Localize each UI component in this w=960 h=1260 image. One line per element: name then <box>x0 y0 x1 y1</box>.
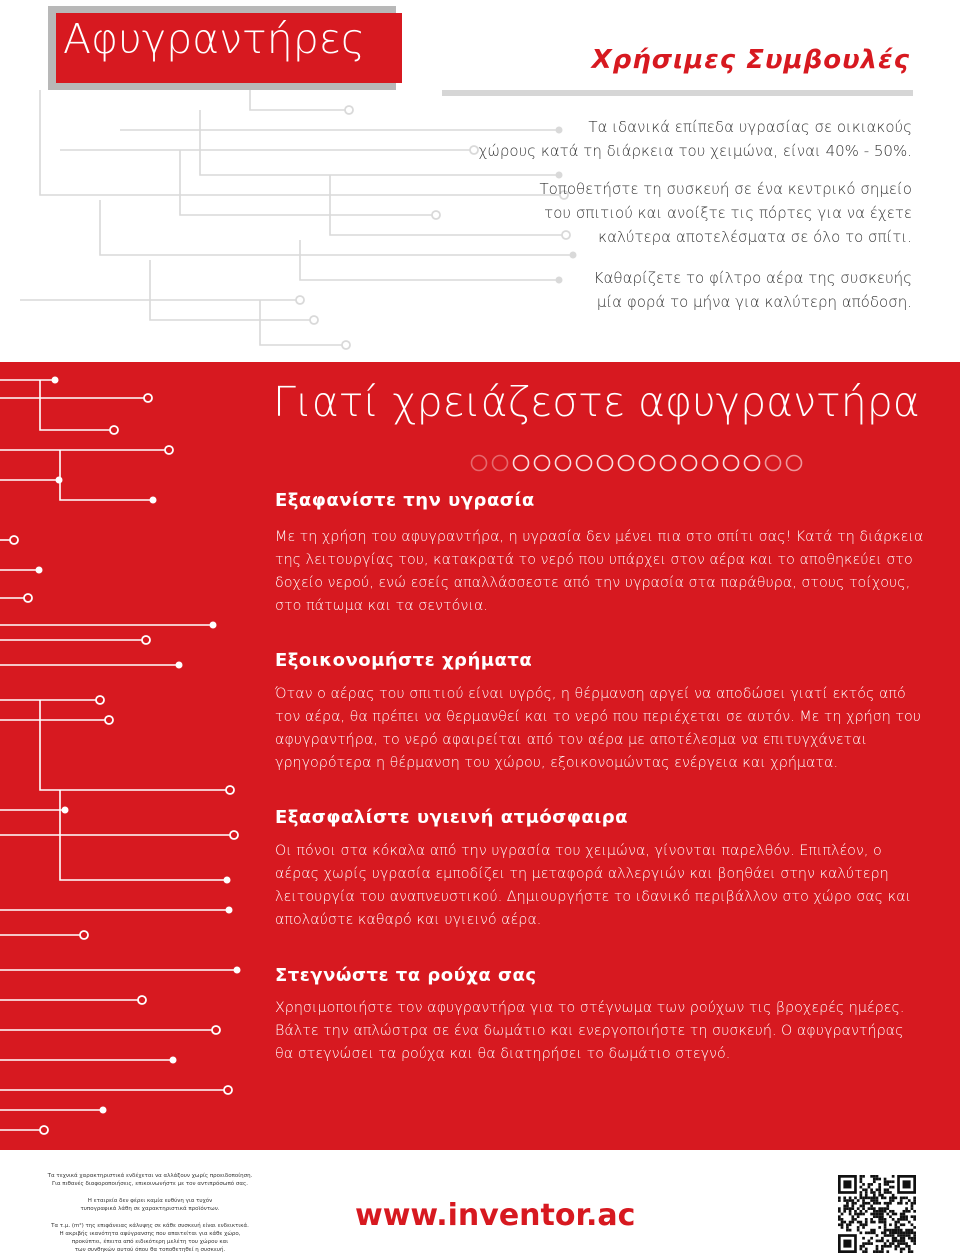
divider-circle <box>598 456 613 471</box>
circuit-trace <box>0 931 88 939</box>
divider-circle <box>535 456 550 471</box>
divider-circle <box>745 456 760 471</box>
circuit-trace <box>0 696 104 704</box>
note-line: προκύπτει, έπειτα από ειδικότερη μελέτη του χώρου και <box>71 1239 229 1245</box>
divider-circle <box>619 456 634 471</box>
note-line: Τα τ.μ. (m²) της επιφάνειας κάλυψης σε κάθε συσκευή είναι ενδεικτικά. <box>51 1223 249 1229</box>
circuit-trace <box>0 807 69 814</box>
page-title: Αφυγραντήρες <box>63 15 365 63</box>
section-text-humidity: Με τη χρήση του αφυγραντήρα, η υγρασία δεν μένει πια στο σπίτι σας! Κατά τη διάρκεια της λειτουργίας του, κατακρατά το νερό που υπάρχει στον αέρα και το αποθηκεύει στο δοχείο νερού, ενώ εσείς απαλλάσσεστε από την υγρασία στα παράθυρα, στους τοίχους, στο πάτωμα και τα σεντόνια. <box>275 529 924 614</box>
circuit-trace <box>0 662 183 669</box>
footer-note-coverage <box>30 1222 270 1254</box>
qr-code-icon[interactable] <box>838 1175 916 1253</box>
divider-circle <box>682 456 697 471</box>
note-line: Τα τεχνικά χαρακτηριστικά ενδέχεται να αλλάξουν χωρίς προειδοποίηση. <box>47 1173 253 1179</box>
circuit-trace <box>0 831 238 839</box>
divider-circle <box>787 456 802 471</box>
section-text-hygiene: Οι πόνοι στα κόκαλα από την υγρασία του χειμώνα, γίνονται παρελθόν. Επιπλέον, ο αέρας χωρίς υγρασία εμποδίζει τη μεταφορά αλλεργιών και βοηθάει στην καλύτερη λειτουργία του αναπνευστικού. Δημιουργήστε το ιδανικό περιβάλλον στο χώρο σας και απολαύστε καθαρό και υγιεινό αέρα. <box>275 843 912 928</box>
note-line: των συνθηκών αυτού όπου θα τοποθετηθεί η συσκευή. <box>74 1247 226 1253</box>
circuit-trace <box>0 394 152 402</box>
divider-circle <box>640 456 655 471</box>
circuit-trace <box>0 1107 107 1114</box>
circuit-trace <box>0 907 233 914</box>
tips-heading: Χρήσιμες Συμβουλές <box>591 45 910 75</box>
tip-line: Καθαρίζετε το φίλτρο αέρα της συσκευής <box>593 269 912 287</box>
section-title-humidity: Εξαφανίστε την υγρασία <box>275 490 535 511</box>
section-title-hygiene: Εξασφαλίστε υγιεινή ατμόσφαιρα <box>275 807 628 828</box>
circuit-trace <box>0 377 59 384</box>
circuit-trace <box>0 1086 232 1094</box>
divider-circle <box>766 456 781 471</box>
divider-circle <box>661 456 676 471</box>
circuit-trace <box>40 700 234 794</box>
section-title-savings: Εξοικονομήστε χρήματα <box>275 650 533 671</box>
divider-circle <box>514 456 529 471</box>
divider-circle <box>577 456 592 471</box>
circuit-trace <box>0 446 173 454</box>
note-line: Για πιθανές διαφοροποιήσεις, επικοινωνήστε με τον αντιπρόσωπό σας. <box>52 1181 248 1187</box>
tip-line: Τα ιδανικά επίπεδα υγρασίας σε οικιακούς <box>588 118 912 136</box>
circuit-trace <box>0 567 43 574</box>
tip-line: χώρους κατά τη διάρκεια του χειμώνα, είναι 40% - 50%. <box>478 142 912 160</box>
circuit-trace <box>0 536 18 544</box>
circuit-trace <box>0 622 217 629</box>
tip-line: Τοποθετήστε τη συσκευή σε ένα κεντρικό σημείο <box>539 180 912 198</box>
circuit-trace <box>0 996 146 1004</box>
divider-circle <box>493 456 508 471</box>
website-link[interactable]: www.inventor.ac <box>355 1198 636 1233</box>
section-text-savings: Όταν ο αέρας του σπιτιού είναι υγρός, η θέρμανση αργεί να αποδώσει γιατί εκτός από τον αέρα, θα πρέπει να θερμανθεί και το νερό που περιέχεται σε αυτόν. Με τη χρήση του αφυγραντήρα, το νερό αφαιρείται από τον αέρα με αποτέλεσμα να επιτυγχάνεται γρηγορότερα η θέρμανση του χώρου, εξοικονομώντας ενέργεια και χρήματα. <box>275 686 922 771</box>
note-line: Η ακριβής ικανότητα αφύγρανσης που απαιτείται για κάθε χώρο, <box>59 1231 241 1237</box>
circuit-trace <box>0 477 63 484</box>
why-title: Γιατί χρειάζεστε αφυγραντήρα <box>273 378 920 426</box>
circuit-trace <box>0 716 113 724</box>
note-line: Η εταιρεία δεν φέρει καμία ευθύνη για τυχόν <box>87 1198 213 1204</box>
circuit-trace <box>0 1126 48 1134</box>
section-text-laundry: Χρησιμοποιήστε τον αφυγραντήρα για το στέγνωμα των ρούχων τις βροχερές ημέρες. Βάλτε την απλώστρα σε ένα δωμάτιο και ενεργοποιήστε τη συσκευή. Ο αφυγραντήρας θα στεγνώσει τα ρούχα και θα διατηρήσει το δωμάτιο στεγνό. <box>275 1000 905 1062</box>
circuit-trace <box>0 967 241 974</box>
note-line: τυπογραφικά λάθη σε χαρακτηριστικά προϊόντων. <box>80 1206 220 1212</box>
circuit-trace <box>0 1057 177 1064</box>
circuit-trace <box>0 636 150 644</box>
footer-note-errors <box>30 1197 270 1213</box>
divider-circle <box>703 456 718 471</box>
circuit-trace <box>40 380 118 434</box>
footer-note-specs <box>30 1172 270 1188</box>
circuit-trace <box>60 790 231 884</box>
section-title-laundry: Στεγνώστε τα ρούχα σας <box>275 965 537 986</box>
divider-circle <box>472 456 487 471</box>
divider-circle <box>556 456 571 471</box>
tip-line: του σπιτιού και ανοίξτε τις πόρτες για να έχετε <box>544 204 912 222</box>
circle-divider <box>470 454 810 472</box>
tip-line: καλύτερα αποτελέσματα σε όλο το σπίτι. <box>598 228 912 246</box>
circuit-trace <box>60 450 157 504</box>
tip-line: μία φορά το μήνα για καλύτερη απόδοση. <box>596 293 912 311</box>
circuit-trace <box>0 1026 220 1034</box>
divider-circle <box>724 456 739 471</box>
circuit-trace <box>0 594 32 602</box>
